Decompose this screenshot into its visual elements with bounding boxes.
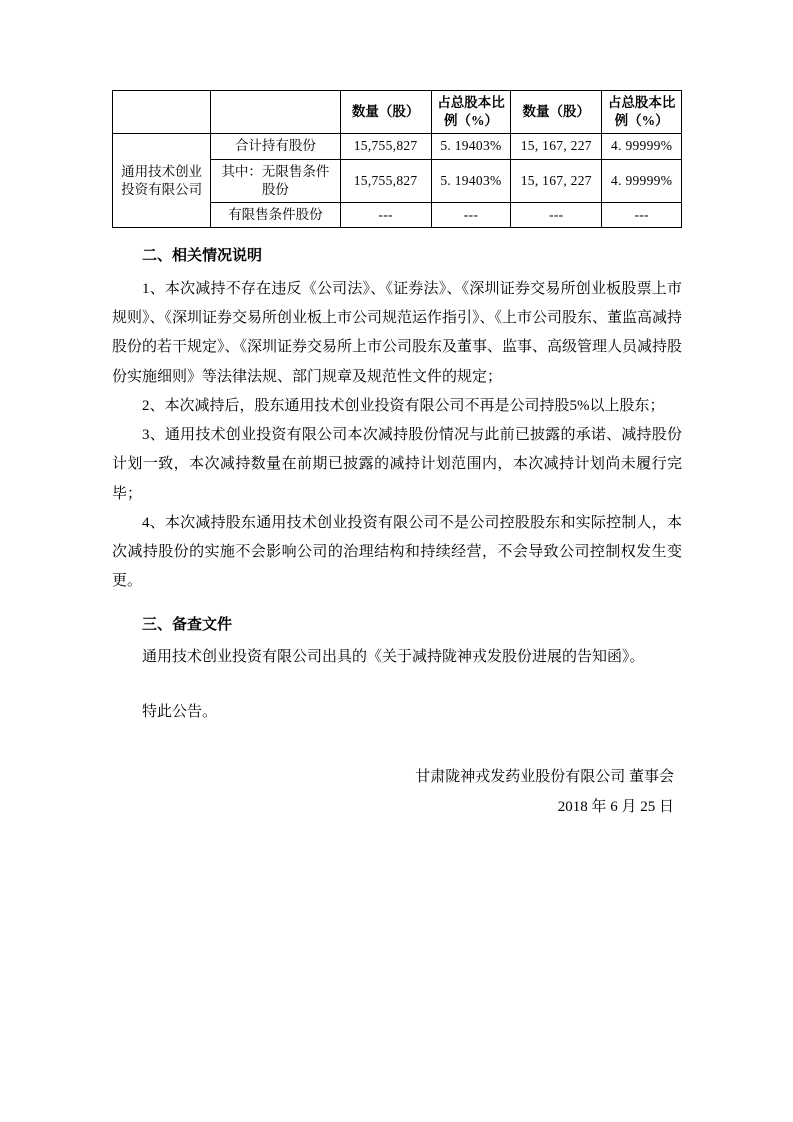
paragraph-5: 通用技术创业投资有限公司出具的《关于减持陇神戎发股份进展的告知函》。 [142,649,645,666]
table-cell-num-before: 15,755,827 [340,159,431,202]
signature-company: 甘肃陇神戎发药业股份有限公司 董事会 [415,768,674,785]
paragraph-1: 1、本次减持不存在违反《公司法》、《证券法》、《深圳证券交易所创业板股票上市规则》、《深圳证券交易所创业板上市公司规范运作指引》、《上市公司股东、董监高减持股份的若干规定》、《深圳证券交易所上市公司股东及董事、监事、高级管理人员减持股份实施细则》等法律法规、部门规章及规范性文件的规定； [112,280,683,385]
signature-date: 2018 年 6 月 25 日 [557,799,674,816]
table-header-pct-after: 占总股本比例（%） [602,91,682,134]
paragraph-6: 特此公告。 [142,704,218,721]
table-cell-pct-before: 5. 19403% [431,159,511,202]
table-cell-holder-name: 通用技术创业投资有限公司 [113,134,211,228]
shareholding-table [112,90,682,228]
table-cell-type: 合计持有股份 [211,134,340,159]
table-row [113,134,682,159]
table-cell-pct-after: 4. 99999% [602,159,682,202]
table-cell-pct-after: --- [602,203,682,228]
table-header-blank-1 [113,91,211,134]
table-cell-num-after: 15, 167, 227 [511,134,602,159]
table-cell-pct-before: 5. 19403% [431,134,511,159]
paragraph-4: 4、本次减持股东通用技术创业投资有限公司不是公司控股股东和实际控制人，本次减持股份的实施不会影响公司的治理结构和持续经营，不会导致公司控制权发生变更。 [112,514,682,590]
table-cell-type: 有限售条件股份 [211,203,340,228]
signature-block [112,762,682,824]
table-cell-pct-before: --- [431,203,511,228]
paragraph-3: 3、通用技术创业投资有限公司本次减持股份情况与此前已披露的承诺、减持股份计划一致，本次减持数量在前期已披露的减持计划范围内，本次减持计划尚未履行完毕； [112,427,682,502]
spacer [112,672,682,698]
table-cell-type: 其中：无限售条件股份 [211,159,340,202]
section-heading-two: 二、相关情况说明 [142,248,263,265]
table-header-blank-2 [211,91,340,134]
table-header-num-after: 数量（股） [511,91,602,134]
table-header-num-before: 数量（股） [340,91,431,134]
document-content [112,90,682,823]
table-cell-num-before: 15,755,827 [340,134,431,159]
table-header-row [113,91,682,134]
table-cell-num-after: --- [511,203,602,228]
section-heading-three: 三、备查文件 [142,616,233,633]
paragraph-2: 2、本次减持后，股东通用技术创业投资有限公司不再是公司持股5%以上股东； [142,397,665,414]
table-header-pct-before: 占总股本比例（%） [431,91,511,134]
table-cell-num-before: --- [340,203,431,228]
table-cell-pct-after: 4. 99999% [602,134,682,159]
table-cell-num-after: 15, 167, 227 [511,159,602,202]
